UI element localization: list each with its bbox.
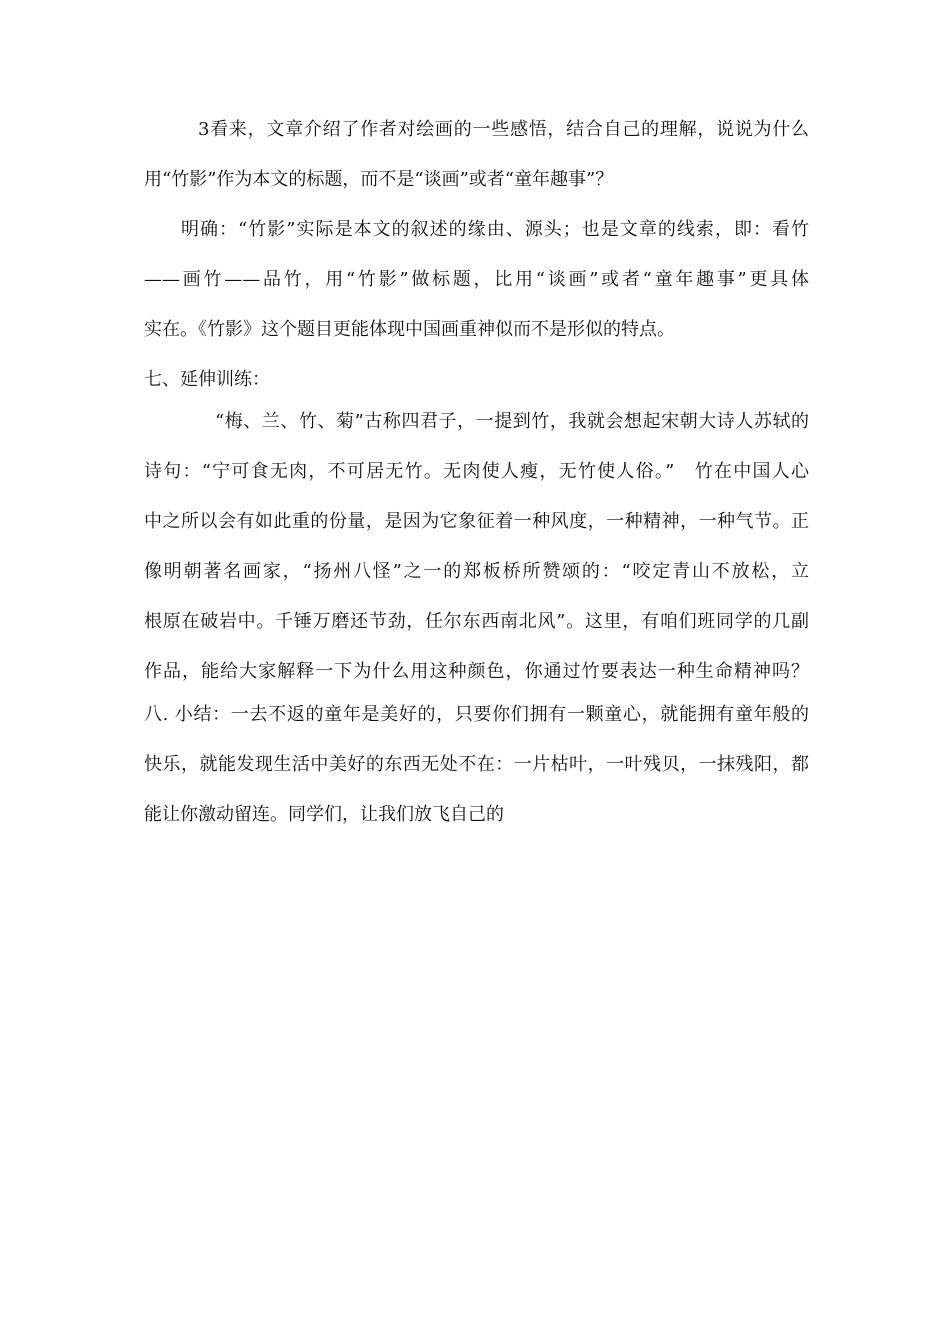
paragraph-line: 根原在破岩中。千锤万磨还节劲，任尔东西南北风”。这里，有咱们班同学的几副	[144, 611, 809, 632]
paragraph-line: 快乐，就能发现生活中美好的东西无处不在：一片枯叶，一叶残贝，一抹残阳，都	[144, 754, 809, 775]
paragraph-line: 像明朝著名画家，“扬州八怪”之一的郑板桥所赞颂的：“咬定青山不放松，立	[144, 561, 809, 582]
paragraph-line: “梅、兰、竹、菊”古称四君子，一提到竹，我就会想起宋朝大诗人苏轼的	[215, 411, 809, 432]
paragraph-line: 诗句：“宁可食无肉，不可居无竹。无肉使人瘦，无竹使人俗。” 竹在中国人心	[144, 461, 809, 482]
paragraph-line: 八. 小结：一去不返的童年是美好的，只要你们拥有一颗童心，就能拥有童年般的	[144, 704, 809, 725]
paragraph-line: 明确：“竹影”实际是本文的叙述的缘由、源头；也是文章的线索，即：看竹	[181, 219, 809, 240]
paragraph-line: ——画竹——品竹，用“竹影”做标题，比用“谈画”或者“童年趣事”更具体	[144, 269, 809, 290]
paragraph-line: 用“竹影”作为本文的标题，而不是“谈画”或者“童年趣事”？	[144, 169, 614, 190]
paragraph-line: 作品，能给大家解释一下为什么用这种颜色，你通过竹要表达一种生命精神吗？	[144, 661, 809, 682]
paragraph-line: 中之所以会有如此重的份量，是因为它象征着一种风度，一种精神，一种气节。正	[144, 511, 809, 532]
paragraph-line: 实在。《竹影》这个题目更能体现中国画重神似而不是形似的特点。	[144, 319, 675, 340]
paragraph-line: 能让你激动留连。同学们，让我们放飞自己的	[144, 804, 504, 825]
paragraph-line: 3看来，文章介绍了作者对绘画的一些感悟，结合自己的理解，说说为什么	[198, 119, 809, 140]
section-heading: 七、延伸训练：	[144, 369, 270, 390]
